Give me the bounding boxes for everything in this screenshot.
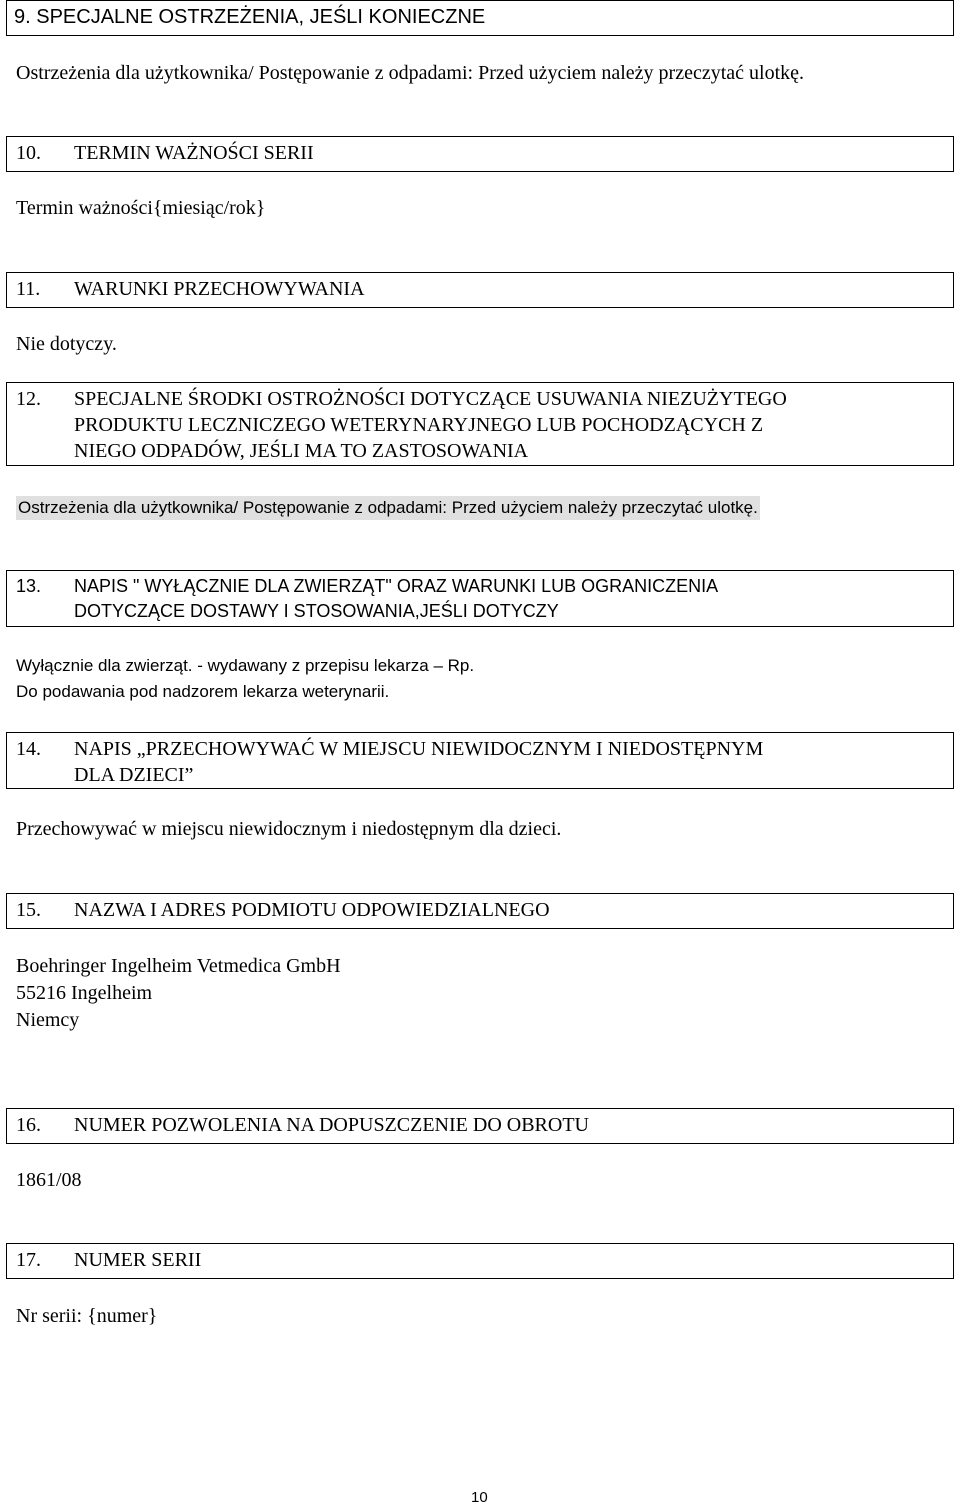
section-15-line: Niemcy bbox=[16, 1009, 80, 1031]
section-16-title: NUMER POZWOLENIA NA DOPUSZCZENIE DO OBROTU bbox=[74, 1114, 589, 1136]
section-12-title-line: PRODUKTU LECZNICZEGO WETERYNARYJNEGO LUB POCHODZĄCYCH Z bbox=[74, 414, 764, 436]
page-number: 10 bbox=[471, 1489, 488, 1506]
section-10-title: TERMIN WAŻNOŚCI SERII bbox=[74, 142, 314, 164]
section-15-line: Boehringer Ingelheim Vetmedica GmbH bbox=[16, 955, 341, 977]
section-10-number: 10. bbox=[16, 142, 41, 164]
section-9-heading: 9. SPECJALNE OSTRZEŻENIA, JEŚLI KONIECZNE bbox=[14, 6, 486, 28]
section-17-number: 17. bbox=[16, 1249, 41, 1271]
section-17-text: Nr serii: {numer} bbox=[16, 1305, 158, 1327]
section-13-title-line: DOTYCZĄCE DOSTAWY I STOSOWANIA,JEŚLI DOTYCZY bbox=[74, 601, 559, 621]
section-11-title: WARUNKI PRZECHOWYWANIA bbox=[74, 278, 365, 300]
section-11-text: Nie dotyczy. bbox=[16, 333, 117, 355]
section-13-line: Wyłącznie dla zwierząt. - wydawany z przepisu lekarza – Rp. bbox=[16, 656, 475, 675]
section-12-title-line: SPECJALNE ŚRODKI OSTROŻNOŚCI DOTYCZĄCE USUWANIA NIEZUŻYTEGO bbox=[74, 388, 787, 410]
section-13-title-line: NAPIS " WYŁĄCZNIE DLA ZWIERZĄT" ORAZ WARUNKI LUB OGRANICZENIA bbox=[74, 576, 719, 596]
section-14-number: 14. bbox=[16, 738, 41, 760]
section-12-number: 12. bbox=[16, 388, 41, 410]
section-13-number: 13. bbox=[16, 576, 42, 596]
section-12-title-line: NIEGO ODPADÓW, JEŚLI MA TO ZASTOSOWANIA bbox=[74, 440, 529, 462]
section-11-number: 11. bbox=[16, 278, 41, 300]
section-15-line: 55216 Ingelheim bbox=[16, 982, 153, 1004]
section-14-title-line: NAPIS „PRZECHOWYWAĆ W MIEJSCU NIEWIDOCZNYM I NIEDOSTĘPNYM bbox=[74, 738, 764, 760]
section-9-text: Ostrzeżenia dla użytkownika/ Postępowanie z odpadami: Przed użyciem należy przeczytać ulotkę. bbox=[16, 62, 805, 84]
section-15-number: 15. bbox=[16, 899, 41, 921]
section-16-number: 16. bbox=[16, 1114, 41, 1136]
section-14-title-line: DLA DZIECI” bbox=[74, 764, 194, 786]
section-14-text: Przechowywać w miejscu niewidocznym i niedostępnym dla dzieci. bbox=[16, 818, 562, 840]
section-10-text: Termin ważności{miesiąc/rok} bbox=[16, 197, 266, 219]
section-15-title: NAZWA I ADRES PODMIOTU ODPOWIEDZIALNEGO bbox=[74, 899, 550, 921]
section-13-line: Do podawania pod nadzorem lekarza weterynarii. bbox=[16, 682, 390, 701]
section-16-text: 1861/08 bbox=[16, 1169, 82, 1191]
section-17-title: NUMER SERII bbox=[74, 1249, 202, 1271]
section-12-text: Ostrzeżenia dla użytkownika/ Postępowanie z odpadami: Przed użyciem należy przeczytać ulotkę. bbox=[16, 496, 760, 520]
